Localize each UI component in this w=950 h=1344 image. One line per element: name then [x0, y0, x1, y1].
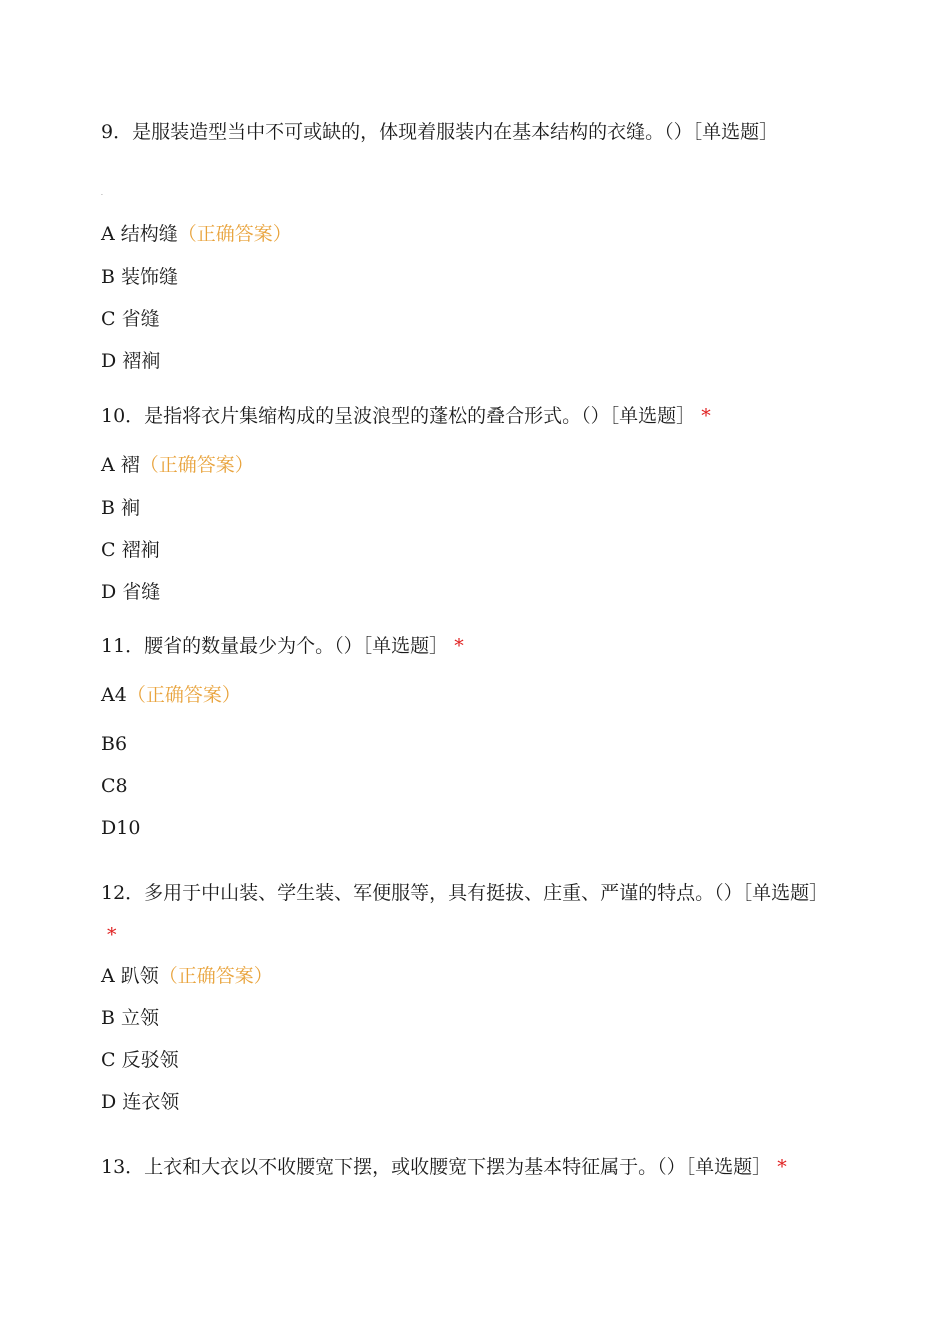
option-text: B 立领 — [101, 1007, 160, 1029]
correct-answer-mark: （正确答案） — [139, 454, 254, 476]
correct-answer-mark: （正确答案） — [177, 223, 292, 245]
question-10-option-c[interactable] — [101, 538, 160, 562]
question-13-title — [101, 1146, 836, 1188]
question-title-text: 11．腰省的数量最少为个。（）［单选题］ — [101, 635, 449, 657]
required-star: * — [701, 405, 711, 427]
stray-dot: . — [101, 190, 103, 197]
option-text: D 褶裥 — [101, 350, 161, 372]
question-11-option-b[interactable] — [101, 732, 127, 756]
question-12-title — [101, 872, 836, 956]
question-9-option-c[interactable] — [101, 307, 160, 331]
question-title-text: 12．多用于中山装、学生装、军便服等，具有挺拔、庄重、严谨的特点。（）［单选题］ — [101, 882, 829, 904]
required-star: * — [777, 1156, 787, 1178]
question-10-title — [101, 404, 836, 428]
question-11-title — [101, 634, 836, 658]
option-text: A 褶 — [101, 454, 140, 476]
question-10-option-a[interactable] — [101, 453, 254, 477]
question-11-option-a[interactable] — [101, 683, 241, 707]
option-text: C8 — [101, 775, 128, 797]
option-text: C 反驳领 — [101, 1049, 179, 1071]
correct-answer-mark: （正确答案） — [158, 965, 273, 987]
question-10-option-b[interactable] — [101, 496, 140, 520]
question-9-option-a[interactable] — [101, 222, 292, 246]
question-12-option-c[interactable] — [101, 1048, 179, 1072]
option-text: D 连衣领 — [101, 1091, 180, 1113]
question-9-option-b[interactable] — [101, 265, 178, 289]
option-text: C 褶裥 — [101, 539, 160, 561]
option-text: B 裥 — [101, 497, 141, 519]
option-text: C 省缝 — [101, 308, 160, 330]
option-text: A 趴领 — [101, 965, 159, 987]
question-title-text: 13．上衣和大衣以不收腰宽下摆，或收腰宽下摆为基本特征属于。（）［单选题］ — [101, 1156, 772, 1178]
question-11-option-d[interactable] — [101, 816, 140, 840]
option-text: A 结构缝 — [101, 223, 178, 245]
option-text: D 省缝 — [101, 581, 161, 603]
required-star: * — [454, 635, 464, 657]
required-star: * — [107, 924, 117, 946]
question-title-text: 10．是指将衣片集缩构成的呈波浪型的蓬松的叠合形式。（）［单选题］ — [101, 405, 696, 427]
question-10-option-d[interactable] — [101, 580, 160, 604]
question-11-option-c[interactable] — [101, 774, 128, 798]
question-12-option-b[interactable] — [101, 1006, 159, 1030]
option-text: B 装饰缝 — [101, 266, 179, 288]
question-12-option-d[interactable] — [101, 1090, 179, 1114]
correct-answer-mark: （正确答案） — [126, 684, 241, 706]
question-9-option-d[interactable] — [101, 349, 160, 373]
option-text: B6 — [101, 733, 128, 755]
question-title-text: 9．是服装造型当中不可或缺的，体现着服装内在基本结构的衣缝。（）［单选题］ — [101, 121, 779, 143]
question-12-option-a[interactable] — [101, 964, 273, 988]
option-text: D10 — [101, 817, 141, 839]
question-9-title — [101, 120, 836, 144]
option-text: A4 — [101, 684, 127, 706]
